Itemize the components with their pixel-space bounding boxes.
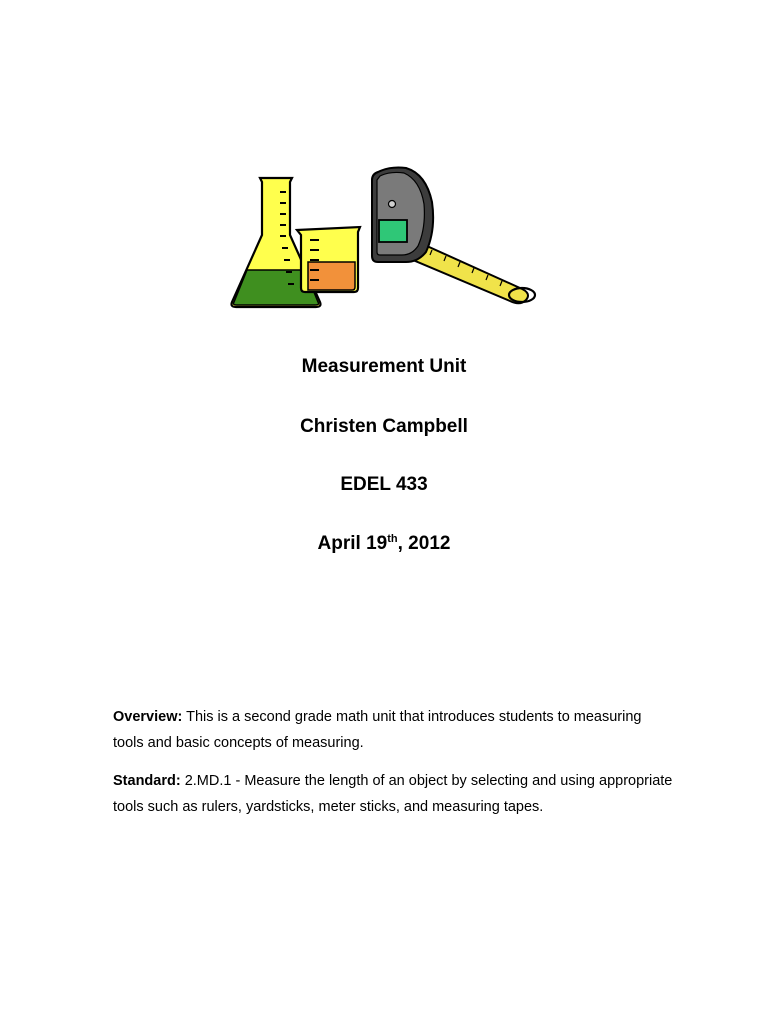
standard-paragraph — [113, 768, 673, 820]
overview-label: Overview: — [113, 709, 183, 725]
author-name: Christen Campbell — [300, 416, 468, 437]
date-year: , 2012 — [397, 533, 451, 554]
date-ordinal-suffix: th — [387, 533, 398, 545]
overview-text: This is a second grade math unit that introduces students to measuring tools and basic concepts of measuring. — [113, 709, 642, 751]
measuring-tape-icon — [372, 168, 535, 304]
measurement-tools-illustration — [220, 160, 550, 315]
overview-paragraph — [113, 704, 673, 756]
course-code: EDEL 433 — [340, 474, 428, 495]
document-date — [0, 532, 768, 556]
beaker-icon — [297, 227, 360, 292]
standard-text: 2.MD.1 - Measure the length of an object by selecting and using appropriate tools such as rulers, yardsticks, meter sticks, and measuring tapes. — [113, 773, 673, 815]
document-title: Measurement Unit — [301, 356, 467, 377]
standard-label: Standard: — [113, 773, 181, 789]
date-month-day: April 19 — [317, 533, 388, 554]
